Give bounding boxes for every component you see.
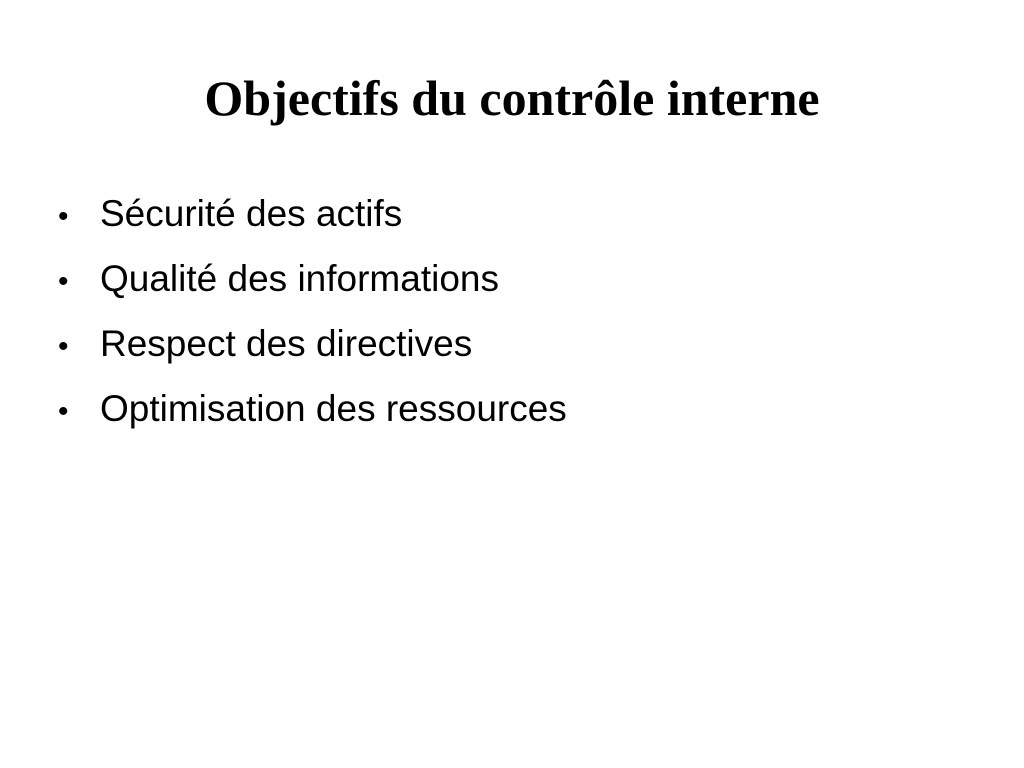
bullet-text: Qualité des informations bbox=[100, 258, 499, 299]
bullet-marker: • bbox=[58, 200, 69, 233]
bullet-marker: • bbox=[58, 330, 69, 363]
bullet-text: Sécurité des actifs bbox=[100, 193, 403, 234]
bullet-item-respect-directives bbox=[58, 318, 567, 383]
bullet-text: Optimisation des ressources bbox=[100, 388, 567, 429]
bullet-item-optimisation-ressources bbox=[58, 383, 567, 448]
bullet-marker: • bbox=[58, 265, 69, 298]
slide-title: Objectifs du contrôle interne bbox=[204, 70, 820, 126]
bullet-list bbox=[58, 188, 567, 448]
bullet-text: Respect des directives bbox=[100, 323, 473, 364]
bullet-marker: • bbox=[58, 395, 69, 428]
bullet-item-securite-actifs bbox=[58, 188, 567, 253]
bullet-item-qualite-informations bbox=[58, 253, 567, 318]
